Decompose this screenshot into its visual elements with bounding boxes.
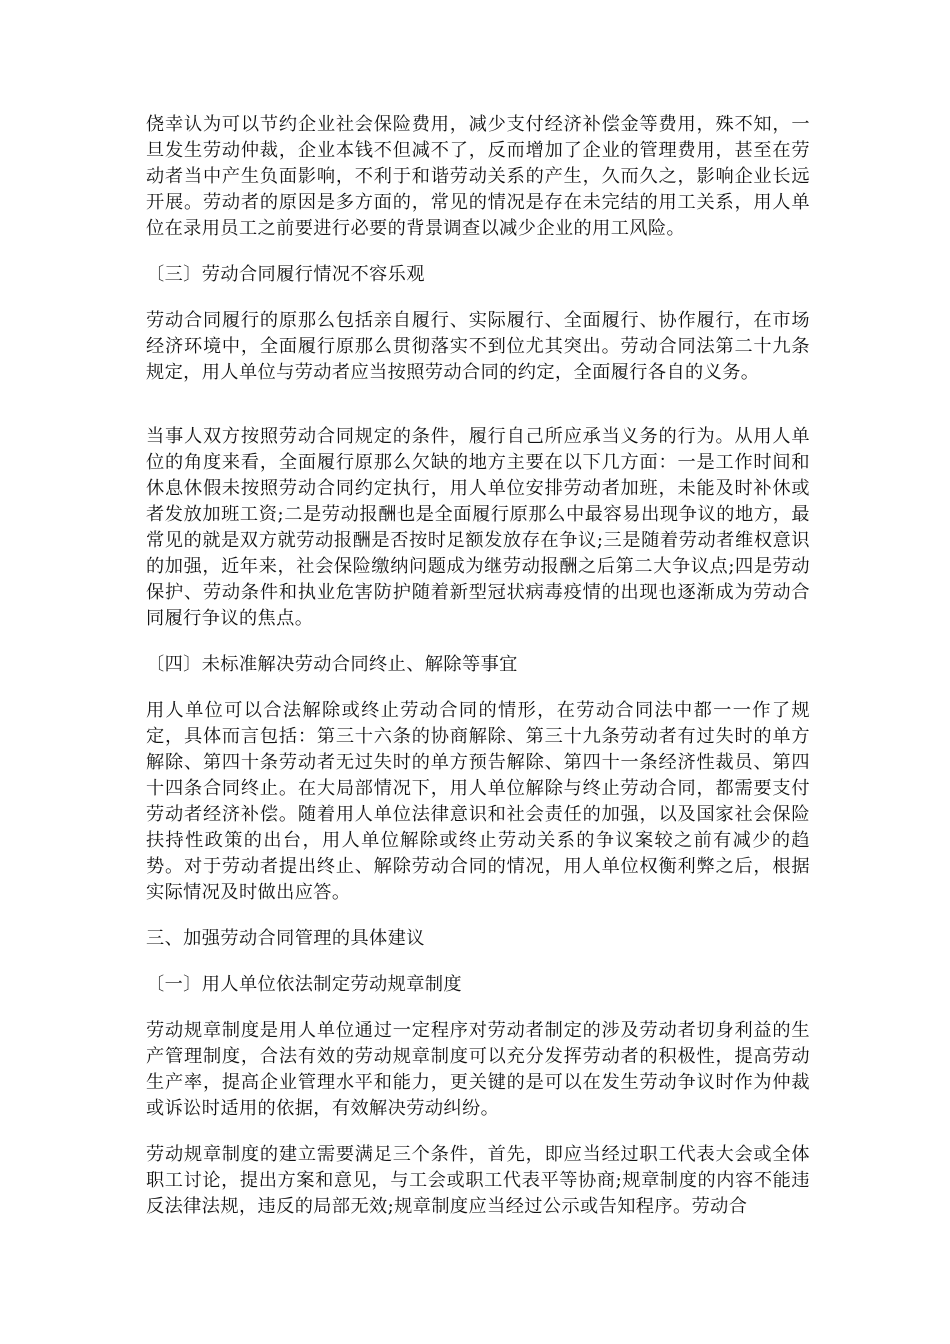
section-heading-1: 〔一〕用人单位依法制定劳动规章制度: [146, 974, 462, 995]
paragraph-5: 劳动规章制度是用人单位通过一定程序对劳动者制定的涉及劳动者切身利益的生产管理制度，合法有效的劳动规章制度可以充分发挥劳动者的积极性，提高劳动生产率，提高企业管理水平和能力，更关键的是可以在发生劳动争议时作为仲裁或诉讼时适用的依据，有效解决劳动纠纷。: [146, 1020, 810, 1119]
paragraph-6: 劳动规章制度的建立需要满足三个条件，首先，即应当经过职工代表大会或全体职工讨论，提出方案和意见，与工会或职工代表平等协商;规章制度的内容不能违反法律法规，违反的局部无效;规章制度应当经过公示或告知程序。劳动合: [146, 1144, 810, 1217]
paragraph-4: 用人单位可以合法解除或终止劳动合同的情形，在劳动合同法中都一一作了规定，具体而言包括：第三十六条的协商解除、第三十九条劳动者有过失时的单方解除、第四十条劳动者无过失时的单方预告解除、第四十一条经济性裁员、第四十四条合同终止。在大局部情况下，用人单位解除与终止劳动合同，都需要支付劳动者经济补偿。随着用人单位法律意识和社会责任的加强，以及国家社会保险扶持性政策的出台，用人单位解除或终止劳动关系的争议案较之前有减少的趋势。对于劳动者提出终止、解除劳动合同的情况，用人单位权衡利弊之后，根据实际情况及时做出应答。: [146, 700, 810, 903]
chapter-heading: 三、加强劳动合同管理的具体建议: [146, 928, 425, 949]
paragraph-2: 劳动合同履行的原那么包括亲自履行、实际履行、全面履行、协作履行，在市场经济环境中，全面履行原那么贯彻落实不到位尤其突出。劳动合同法第二十九条规定，用人单位与劳动者应当按照劳动合同的约定，全面履行各自的义务。: [146, 310, 810, 383]
section-heading-4: 〔四〕未标准解决劳动合同终止、解除等事宜: [146, 654, 518, 675]
section-heading-3: 〔三〕劳动合同履行情况不容乐观: [146, 264, 425, 285]
paragraph-1: 侥幸认为可以节约企业社会保险费用，减少支付经济补偿金等费用，殊不知，一旦发生劳动仲裁，企业本钱不但减不了，反而增加了企业的管理费用，甚至在劳动者当中产生负面影响，不利于和谐劳动关系的产生，久而久之，影响企业长远开展。劳动者的原因是多方面的，常见的情况是存在未完结的用工关系，用人单位在录用员工之前要进行必要的背景调查以减少企业的用工风险。: [146, 114, 810, 239]
document-page: [146, 112, 810, 1220]
paragraph-3: 当事人双方按照劳动合同规定的条件，履行自己所应承当义务的行为。从用人单位的角度来看，全面履行原那么欠缺的地方主要在以下几方面：一是工作时间和休息休假未按照劳动合同约定执行，用人单位安排劳动者加班，未能及时补休或者发放加班工资;二是劳动报酬也是全面履行原那么中最容易出现争议的地方，最常见的就是双方就劳动报酬是否按时足额发放存在争议;三是随着劳动者维权意识的加强，近年来，社会保险缴纳问题成为继劳动报酬之后第二大争议点;四是劳动保护、劳动条件和执业危害防护随着新型冠状病毒疫情的出现也逐渐成为劳动合同履行争议的焦点。: [146, 426, 810, 629]
